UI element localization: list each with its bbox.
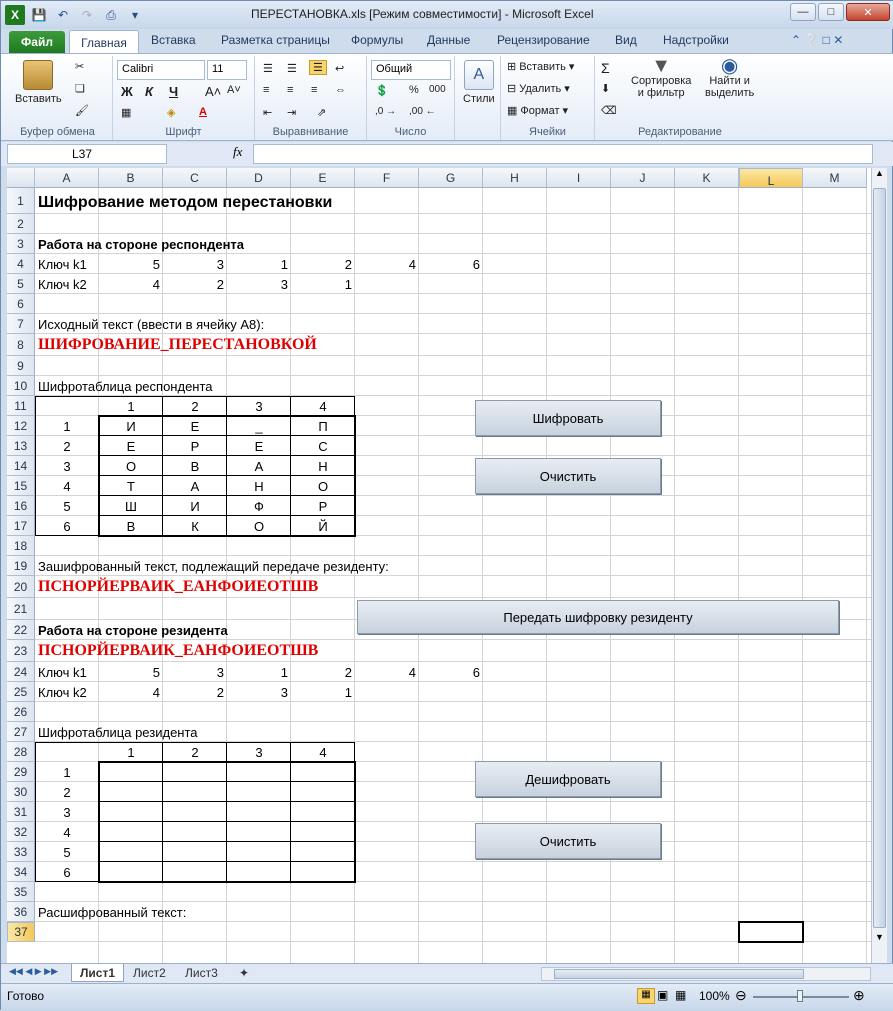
respondent-table-row-divider (99, 495, 355, 496)
key-k2-label: Ключ k2 (38, 277, 87, 292)
merge-icon[interactable]: ⇔ (335, 84, 346, 96)
tab-addins[interactable]: Надстройки (663, 33, 729, 47)
page-break-view-icon[interactable]: ▦ (675, 988, 687, 1002)
respondent-table-cell: К (191, 519, 199, 534)
column-header-i[interactable]: I (547, 168, 611, 188)
sheet-tab-1[interactable]: Лист1 (71, 964, 124, 982)
zoom-level[interactable]: 100% (699, 989, 730, 1003)
column-header-e[interactable]: E (291, 168, 355, 188)
orientation-icon[interactable]: ⇗ (317, 107, 327, 119)
tab-data[interactable]: Данные (427, 33, 471, 47)
resident-table-row-number: 1 (63, 765, 71, 780)
format-cells-button[interactable]: ▦ Формат ▾ (507, 104, 569, 117)
underline-button[interactable]: Ч (169, 84, 179, 99)
respondent-table-cell: Е (126, 439, 136, 454)
insert-cells-icon: ⊞ (507, 61, 517, 73)
redo-icon[interactable]: ↷ (81, 8, 93, 22)
row-header-34[interactable]: 34 (7, 862, 35, 882)
respondent-table-cell: Н (318, 459, 328, 474)
tab-insert[interactable]: Вставка (151, 33, 196, 47)
row-header-29[interactable]: 29 (7, 762, 35, 782)
row-header-19[interactable]: 19 (7, 556, 35, 576)
wrap-text-icon[interactable]: ↩ (335, 63, 345, 75)
zoom-slider[interactable] (753, 996, 849, 998)
key-k2-value: 4 (152, 685, 160, 700)
font-group (113, 56, 255, 140)
respondent-table-header-divider (162, 396, 163, 416)
key-k2-value: 1 (344, 685, 352, 700)
row-header-33[interactable]: 33 (7, 842, 35, 862)
respondent-table-cell: Й (318, 519, 328, 534)
column-header-b[interactable]: B (99, 168, 163, 188)
font-size-select[interactable]: 11 (207, 60, 247, 80)
resident-table-row-number: 2 (63, 785, 71, 800)
clear-button-1[interactable]: Очистить (475, 458, 661, 494)
styles-label: Стили (463, 93, 495, 105)
editing-group (595, 56, 765, 140)
spreadsheet-grid[interactable] (7, 168, 871, 963)
increase-decimal-icon[interactable]: ,0 → (375, 106, 397, 117)
bold-button[interactable]: Ж (121, 84, 133, 99)
page-layout-view-icon[interactable]: ▣ (657, 988, 669, 1002)
row-header-9[interactable]: 9 (7, 356, 35, 376)
key-k2-value: 2 (216, 685, 224, 700)
find-select-label: Найти и выделить (705, 75, 755, 99)
align-middle-icon[interactable]: ☰ (287, 63, 297, 75)
gridline-col (866, 188, 867, 963)
row-header-25[interactable]: 25 (7, 682, 35, 702)
resident-table-data-border (98, 761, 356, 883)
save-icon[interactable]: 💾 (31, 8, 47, 22)
key-k2-value: 1 (344, 277, 352, 292)
row-header-12[interactable]: 12 (7, 416, 35, 436)
clipboard-label: Буфер обмена (20, 126, 95, 138)
format-painter-icon[interactable]: 🖌 (75, 105, 89, 117)
key-k1-value: 2 (344, 257, 352, 272)
find-select-button[interactable] (705, 55, 755, 99)
key-k1-value: 1 (280, 257, 288, 272)
respondent-table-row-number: 1 (63, 419, 71, 434)
respondent-table-cell: Н (254, 479, 264, 494)
ribbon-tabs (1, 29, 893, 53)
respondent-table-cell: Ш (125, 499, 137, 514)
copy-icon[interactable]: ❏ (75, 83, 85, 95)
gridline-col (418, 188, 419, 963)
align-left-icon[interactable]: ≡ (263, 84, 270, 96)
align-right-icon[interactable]: ≡ (311, 84, 318, 96)
resident-table-header-divider (290, 742, 291, 762)
key-k1-label: Ключ k1 (38, 665, 87, 680)
decrease-font-icon[interactable]: A˅ (227, 84, 241, 96)
paste-button[interactable] (15, 60, 62, 105)
print-icon[interactable]: ⎙ (106, 7, 116, 22)
key-k1-value: 6 (472, 257, 480, 272)
gridline-row (35, 535, 871, 536)
row-header-22[interactable]: 22 (7, 620, 35, 640)
column-header-m[interactable]: M (803, 168, 867, 188)
resident-table-row-divider (99, 821, 355, 822)
resident-table-row-number: 4 (63, 825, 71, 840)
respondent-table-title: Шифротаблица респондента (38, 379, 213, 394)
respondent-table-col-header: 3 (255, 399, 263, 414)
respondent-table-cell: _ (255, 419, 263, 434)
respondent-table-cell: Ф (254, 499, 264, 514)
key-k2-label: Ключ k2 (38, 685, 87, 700)
resident-table-row-divider (99, 781, 355, 782)
tab-home[interactable]: Главная (69, 30, 139, 54)
styles-icon: A (464, 60, 494, 90)
cells-group (501, 56, 595, 140)
formula-bar (1, 142, 893, 166)
respondent-table-row-number: 2 (63, 439, 71, 454)
respondent-table-cell: В (190, 459, 200, 474)
alignment-group (255, 56, 367, 140)
row-header-6[interactable]: 6 (7, 294, 35, 314)
row-header-31[interactable]: 31 (7, 802, 35, 822)
resident-table-col-header: 3 (255, 745, 263, 760)
respondent-table-cell: Р (190, 439, 200, 454)
normal-view-icon[interactable]: ▦ (637, 988, 655, 1004)
resident-table-col-divider (290, 762, 291, 882)
resident-table-col-header: 4 (319, 745, 327, 760)
row-header-4[interactable]: 4 (7, 254, 35, 274)
respondent-table-col-header: 1 (127, 399, 135, 414)
font-color-icon[interactable]: A (199, 106, 207, 118)
received-text: ПСНОРЙЕРВАИК_ЕАНФОИЕОТШВ (38, 642, 319, 659)
font-label: Шрифт (165, 126, 202, 138)
status-ready: Готово (7, 989, 45, 1003)
ribbon (1, 53, 893, 141)
styles-button[interactable] (463, 60, 495, 105)
respondent-table-cell: А (190, 479, 200, 494)
format-cells-label: Формат (520, 104, 560, 117)
row-header-21[interactable]: 21 (7, 598, 35, 620)
zoom-out-icon[interactable]: ⊖ (735, 987, 747, 1003)
resident-table-title: Шифротаблица резидента (38, 725, 198, 740)
maximize-button[interactable]: □ (818, 3, 844, 21)
column-header-a[interactable]: A (35, 168, 99, 188)
decrease-decimal-icon[interactable]: ,00 ← (409, 106, 436, 117)
number-label: Число (394, 126, 427, 138)
zoom-slider-thumb[interactable] (797, 990, 803, 1002)
clear-icon[interactable]: ⌫ (601, 105, 617, 117)
sheet-nav-icon[interactable]: ◀◀ ◀ ▶ ▶▶ (9, 966, 59, 976)
resident-table-col-header: 1 (127, 745, 135, 760)
key-k1-value: 3 (216, 257, 224, 272)
insert-cells-label: Вставить (519, 60, 566, 73)
scroll-thumb[interactable] (873, 188, 886, 928)
row-header-37[interactable]: 37 (7, 922, 35, 942)
active-cell[interactable] (738, 921, 804, 943)
clear-button-2[interactable]: Очистить (475, 823, 661, 859)
select-all-corner[interactable] (7, 168, 35, 188)
gridline-col (674, 188, 675, 963)
respondent-table-cell: Е (254, 439, 264, 454)
sheet-tab-3[interactable]: Лист3 (185, 966, 218, 980)
gridline-col (802, 188, 803, 963)
autosum-icon[interactable]: Σ (601, 60, 610, 76)
row-header-7[interactable]: 7 (7, 314, 35, 334)
row-header-11[interactable]: 11 (7, 396, 35, 416)
excel-logo-icon[interactable]: X (5, 5, 25, 25)
row-header-15[interactable]: 15 (7, 476, 35, 496)
delete-cells-icon: ⊟ (507, 83, 517, 95)
tab-view[interactable]: Вид (615, 33, 637, 47)
row-header-17[interactable]: 17 (7, 516, 35, 536)
column-header-j[interactable]: J (611, 168, 675, 188)
respondent-table-cell: И (126, 419, 136, 434)
sort-filter-icon: ▼ (651, 55, 672, 77)
minimize-button[interactable]: — (790, 3, 816, 21)
currency-icon[interactable]: 💲 (375, 85, 389, 97)
row-header-3[interactable]: 3 (7, 234, 35, 254)
sheet-tab-2[interactable]: Лист2 (133, 966, 166, 980)
fill-color-icon[interactable]: ◈ (167, 107, 176, 119)
gridline-row (35, 761, 871, 762)
tab-file[interactable]: Файл (9, 31, 65, 53)
row-header-23[interactable]: 23 (7, 640, 35, 662)
row-header-10[interactable]: 10 (7, 376, 35, 396)
respondent-table-cell: О (125, 459, 137, 474)
vertical-scrollbar[interactable] (871, 168, 887, 963)
key-k2-value: 3 (280, 685, 288, 700)
respondent-table-cell: И (190, 499, 200, 514)
gridline-row (35, 415, 871, 416)
resident-table-col-header: 2 (191, 745, 199, 760)
gridline-row (35, 293, 871, 294)
quick-access-toolbar (5, 5, 145, 25)
key-k1-value: 2 (344, 665, 352, 680)
row-header-27[interactable]: 27 (7, 722, 35, 742)
decrypt-button[interactable]: Дешифровать (475, 761, 661, 797)
key-k1-value: 6 (472, 665, 480, 680)
column-header-d[interactable]: D (227, 168, 291, 188)
tab-page-layout[interactable]: Разметка страницы (221, 33, 330, 47)
increase-indent-icon[interactable]: ⇥ (287, 107, 297, 119)
key-k1-value: 5 (152, 257, 160, 272)
row-header-8[interactable]: 8 (7, 334, 35, 356)
row-header-26[interactable]: 26 (7, 702, 35, 722)
respondent-table-cell: Е (190, 419, 200, 434)
respondent-table-col-header: 2 (191, 399, 199, 414)
row-header-20[interactable]: 20 (7, 576, 35, 598)
align-center-icon[interactable]: ≡ (287, 84, 294, 96)
styles-group (455, 56, 501, 140)
respondent-table-col-divider (290, 416, 291, 536)
formula-input[interactable] (253, 144, 873, 164)
respondent-table-cell: О (317, 479, 329, 494)
row-header-13[interactable]: 13 (7, 436, 35, 456)
number-format-select[interactable]: Общий (371, 60, 451, 80)
respondent-table-cell: А (254, 459, 264, 474)
row-header-16[interactable]: 16 (7, 496, 35, 516)
respondent-table-col-divider (226, 416, 227, 536)
resident-table-row-number: 5 (63, 845, 71, 860)
align-top-icon[interactable]: ☰ (263, 63, 273, 75)
delete-cells-button[interactable]: ⊟ Удалить ▾ (507, 82, 570, 95)
key-k2-value: 3 (280, 277, 288, 292)
key-k2-value: 2 (216, 277, 224, 292)
respondent-table-row-number: 3 (63, 459, 71, 474)
row-header-36[interactable]: 36 (7, 902, 35, 922)
key-k1-value: 3 (216, 665, 224, 680)
respondent-table-row-number: 4 (63, 479, 71, 494)
customize-qat-icon[interactable]: ▾ (131, 8, 139, 22)
encrypted-label: Зашифрованный текст, подлежащий передаче резиденту: (38, 559, 389, 574)
align-bottom-icon[interactable]: ☰ (309, 60, 327, 75)
column-header-h[interactable]: H (483, 168, 547, 188)
respondent-table-cell: О (253, 519, 265, 534)
row-header-2[interactable]: 2 (7, 214, 35, 234)
respondent-table-cell: П (318, 419, 328, 434)
row-header-28[interactable]: 28 (7, 742, 35, 762)
respondent-table-cell: Р (318, 499, 328, 514)
italic-button[interactable]: К (145, 84, 153, 99)
alignment-label: Выравнивание (272, 126, 349, 138)
resident-table-col-divider (162, 762, 163, 882)
column-header-c[interactable]: C (163, 168, 227, 188)
respondent-heading: Работа на стороне респондента (38, 237, 245, 252)
respondent-table-row-divider (99, 475, 355, 476)
respondent-table-row-number: 6 (63, 519, 71, 534)
source-text-label: Исходный текст (ввести в ячейку А8): (38, 317, 265, 332)
respondent-table-row-divider (99, 455, 355, 456)
hscroll-thumb[interactable] (554, 969, 804, 979)
respondent-table-header-divider (290, 396, 291, 416)
row-header-18[interactable]: 18 (7, 536, 35, 556)
resident-heading: Работа на стороне резидента (38, 623, 228, 638)
key-k1-value: 4 (408, 665, 416, 680)
number-group (367, 56, 455, 140)
clipboard-icon (23, 60, 53, 90)
binoculars-icon: ◉ (720, 55, 739, 77)
respondent-table-cell: Т (127, 479, 135, 494)
key-k2-value: 4 (152, 277, 160, 292)
row-header-30[interactable]: 30 (7, 782, 35, 802)
format-cells-icon: ▦ (507, 105, 518, 117)
key-k1-value: 1 (280, 665, 288, 680)
key-k1-value: 5 (152, 665, 160, 680)
encrypted-text: ПСНОРЙЕРВАИК_ЕАНФОИЕОТШВ (38, 578, 319, 595)
tab-formulas[interactable]: Формулы (351, 33, 404, 47)
borders-icon[interactable]: ▦ (121, 107, 132, 119)
paste-label: Вставить (15, 93, 62, 105)
resident-table-row-number: 3 (63, 805, 71, 820)
send-to-resident-button[interactable]: Передать шифровку резиденту (357, 600, 839, 634)
gridline-row (35, 881, 871, 882)
row-header-35[interactable]: 35 (7, 882, 35, 902)
tab-review[interactable]: Рецензирование (497, 33, 590, 47)
increase-font-icon[interactable]: A˄ (205, 84, 222, 99)
zoom-in-icon[interactable]: ⊕ (853, 987, 865, 1003)
scroll-up-icon[interactable]: ▲ (875, 168, 884, 178)
fx-icon[interactable]: fx (233, 144, 243, 159)
decrypted-label: Расшифрованный текст: (38, 905, 187, 920)
title-bar (1, 1, 893, 29)
close-button[interactable]: ✕ (846, 3, 890, 21)
decrease-indent-icon[interactable]: ⇤ (263, 107, 273, 119)
respondent-table-row-number: 5 (63, 499, 71, 514)
resident-table-row-number: 6 (63, 865, 71, 880)
source-text-value: ШИФРОВАНИЕ_ПЕРЕСТАНОВКОЙ (38, 336, 317, 353)
row-header-5[interactable]: 5 (7, 274, 35, 294)
column-header-g[interactable]: G (419, 168, 483, 188)
undo-icon[interactable]: ↶ (57, 8, 69, 22)
resident-table-header-divider (162, 742, 163, 762)
respondent-table-header-divider (226, 396, 227, 416)
insert-cells-button[interactable]: ⊞ Вставить ▾ (507, 60, 575, 73)
font-name-select[interactable]: Calibri (117, 60, 205, 80)
encrypt-button[interactable]: Шифровать (475, 400, 661, 436)
resident-table-col-divider (226, 762, 227, 882)
clipboard-group (3, 56, 113, 140)
sheet-tabs-bar (1, 963, 893, 983)
row-header-32[interactable]: 32 (7, 822, 35, 842)
row-header-14[interactable]: 14 (7, 456, 35, 476)
fill-icon[interactable]: ⬇ (601, 83, 611, 95)
sheet-title: Шифрование методом перестановки (38, 194, 333, 211)
respondent-table-row-divider (99, 435, 355, 436)
window-title: ПЕРЕСТАНОВКА.xls [Режим совместимости] - Microsoft Excel (251, 7, 594, 21)
sort-filter-label: Сортировка и фильтр (631, 75, 692, 99)
column-header-f[interactable]: F (355, 168, 419, 188)
scroll-down-icon[interactable]: ▼ (875, 932, 884, 942)
column-header-k[interactable]: K (675, 168, 739, 188)
column-header-l[interactable]: L (739, 168, 803, 188)
key-k1-value: 4 (408, 257, 416, 272)
respondent-table-col-divider (162, 416, 163, 536)
resident-table-header-divider (226, 742, 227, 762)
resident-table-row-divider (99, 861, 355, 862)
respondent-table-col-header: 4 (319, 399, 327, 414)
delete-cells-label: Удалить (519, 82, 562, 95)
row-header-24[interactable]: 24 (7, 662, 35, 682)
respondent-table-cell: С (318, 439, 328, 454)
respondent-table-row-divider (99, 515, 355, 516)
editing-label: Редактирование (638, 126, 722, 138)
ribbon-controls-icon[interactable]: ⌃ ❔ □ ✕ (791, 33, 844, 47)
gridline-row (35, 701, 871, 702)
thousands-button[interactable]: 000 (429, 84, 446, 95)
cells-label: Ячейки (529, 126, 566, 138)
sort-filter-button[interactable] (631, 55, 692, 99)
key-k1-label: Ключ k1 (38, 257, 87, 272)
resident-table-row-divider (99, 841, 355, 842)
status-bar (1, 983, 893, 1011)
new-sheet-icon[interactable]: ✦ (239, 966, 250, 980)
name-box[interactable]: L37 (7, 144, 167, 164)
resident-table-row-divider (99, 801, 355, 802)
cut-icon[interactable]: ✂ (75, 61, 85, 73)
percent-button[interactable]: % (409, 84, 419, 96)
row-header-1[interactable]: 1 (7, 188, 35, 214)
gridline-col (738, 188, 739, 963)
horizontal-scrollbar[interactable] (541, 967, 871, 981)
respondent-table-cell: В (126, 519, 136, 534)
